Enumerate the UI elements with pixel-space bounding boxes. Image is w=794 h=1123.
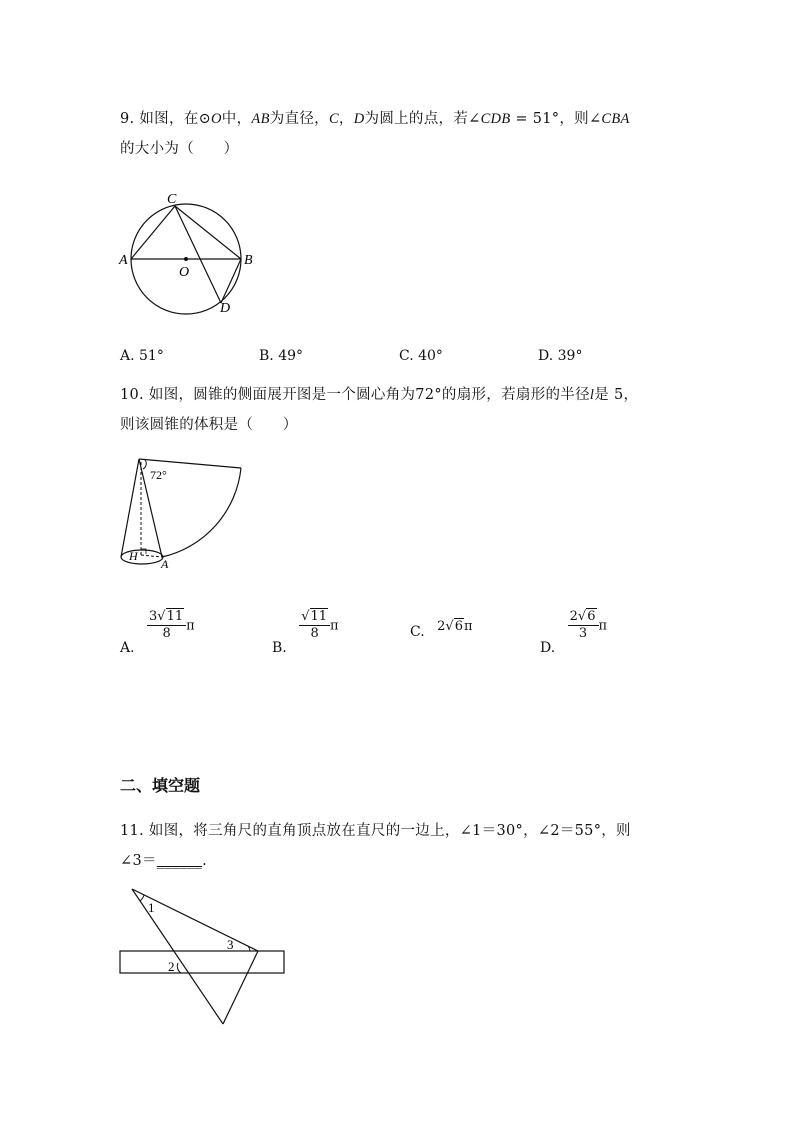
label-3: 3 — [227, 937, 234, 952]
ruler — [120, 951, 284, 973]
cone-base-radius — [141, 555, 162, 557]
chord-cb — [175, 206, 241, 259]
cone-base — [121, 550, 163, 564]
sector-top-radius — [139, 459, 241, 468]
label-c: C — [167, 192, 177, 207]
question-11: 11. 如图，将三角尺的直角顶点放在直尺的一边上，∠1＝30°，∠2＝55°，则 ∠3＝______. — [120, 823, 631, 869]
chord-cd — [175, 206, 221, 303]
label-o: O — [179, 265, 190, 280]
angle-label: 72° — [150, 468, 167, 482]
ruler-triangle-figure — [115, 883, 295, 1028]
label-a: A — [119, 253, 128, 268]
chord-db — [221, 259, 241, 303]
circle-figure — [115, 185, 275, 320]
question-10: 10. 如图，圆锥的侧面展开图是一个圆心角为72°的扇形，若扇形的半径l是 5， 则该圆锥的体积是（ ） — [120, 387, 639, 433]
label-b: B — [244, 253, 253, 268]
triangle-hypotenuse — [132, 889, 223, 1024]
option-c[interactable]: C. 2√6π — [410, 619, 473, 640]
label-a: A — [161, 557, 169, 571]
question-number: 10. — [120, 387, 144, 403]
question-9-line2: 的大小为（ ） — [120, 141, 239, 157]
label-1: 1 — [148, 900, 155, 915]
cone-figure — [115, 452, 250, 577]
label-2: 2 — [168, 959, 175, 974]
option-a[interactable]: A. $\frac{3√11}{8}$ π — [120, 609, 195, 656]
option-b[interactable]: B. 49° — [259, 348, 304, 364]
sector-arc — [162, 468, 241, 557]
option-d[interactable]: D. $\frac{2√6}{3}$ π — [540, 609, 608, 656]
question-10-line2: 则该圆锥的体积是（ ） — [120, 417, 298, 433]
circle-symbol: ⊙ — [198, 111, 212, 127]
option-a[interactable]: A. 51° — [120, 348, 164, 364]
question-number: 9. — [120, 111, 135, 127]
angle-arc — [143, 460, 146, 469]
option-d[interactable]: D. 39° — [538, 348, 583, 364]
label-h: H — [129, 549, 138, 563]
triangle-leg-top — [132, 889, 258, 951]
label-d: D — [220, 301, 231, 316]
question-number: 11. — [120, 823, 144, 839]
angle-2-arc — [177, 963, 181, 973]
option-b[interactable]: B. $\frac{√11}{8}$ π — [272, 609, 339, 656]
center-dot — [184, 257, 188, 261]
section-heading: 二、填空题 — [120, 776, 201, 795]
question-9: 9. 如图，在⊙O中，AB为直径，C，D为圆上的点，若∠CDB = 51°，则∠CBA 的大小为（ ） — [120, 111, 630, 157]
cone-left-edge — [121, 459, 139, 557]
answer-blank[interactable]: ______ — [156, 853, 203, 869]
triangle-leg-side — [223, 951, 258, 1024]
angle-1-arc — [140, 895, 144, 901]
option-c[interactable]: C. 40° — [399, 348, 443, 364]
